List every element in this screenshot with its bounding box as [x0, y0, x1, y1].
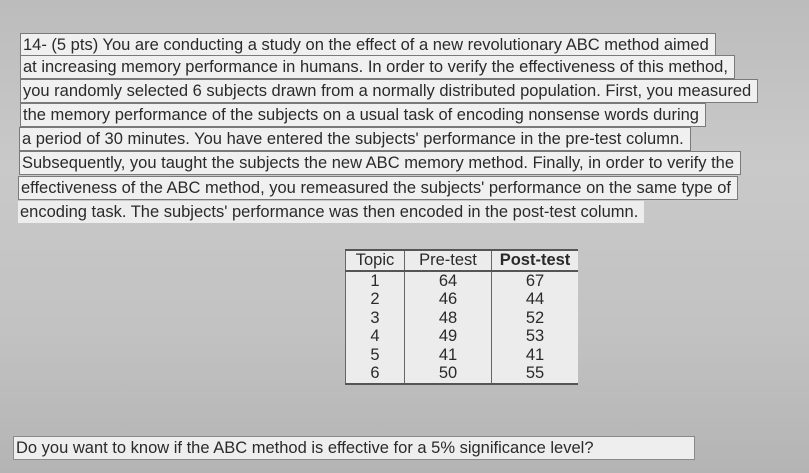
cell-pre-test: 50	[405, 364, 492, 384]
cell-post-test: 67	[525, 271, 545, 290]
question-text: Do you want to know if the ABC method is effective for a 5% significance level?	[13, 436, 695, 460]
problem-line-5: a period of 30 minutes. You have entered the subjects' performance in the pre-test column.	[19, 127, 691, 151]
header-pre-test: Pre-test	[405, 250, 492, 271]
table-header-row	[346, 250, 579, 271]
table-row	[346, 346, 579, 365]
problem-line-8: encoding task. The subjects' performance was then encoded in the post-test column.	[18, 201, 644, 223]
cell-post-test: 44	[525, 290, 545, 308]
cell-topic: 1	[346, 271, 405, 291]
table-row	[346, 364, 579, 384]
cell-topic: 2	[346, 290, 405, 309]
table-row	[346, 327, 579, 346]
problem-line-7: effectiveness of the ABC method, you remeasured the subjects' performance on the same type of	[18, 176, 738, 200]
cell-post-test: 53	[525, 327, 545, 345]
cell-post-test: 52	[525, 308, 545, 327]
cell-pre-test: 46	[405, 290, 492, 309]
cell-pre-test: 49	[405, 327, 492, 346]
table-row	[346, 290, 579, 309]
data-table	[345, 249, 578, 385]
problem-line-6: Subsequently, you taught the subjects the new ABC memory method. Finally, in order to verify the	[19, 151, 741, 175]
cell-topic: 6	[346, 364, 405, 384]
cell-topic: 3	[346, 309, 405, 328]
header-post-test: Post-test	[492, 250, 579, 271]
cell-pre-test: 41	[405, 346, 492, 365]
problem-line-1: 14- (5 pts) You are conducting a study on the effect of a new revolutionary ABC method aimed	[20, 33, 716, 57]
cell-post-test: 41	[525, 345, 545, 364]
cell-post-test: 55	[492, 364, 579, 384]
table-row	[346, 271, 579, 291]
table-row	[346, 309, 579, 328]
problem-line-4: the memory performance of the subjects on a usual task of encoding nonsense words during	[20, 103, 706, 127]
cell-topic: 5	[346, 346, 405, 365]
problem-line-2: at increasing memory performance in humans. In order to verify the effectiveness of this method,	[20, 55, 735, 79]
problem-line-3: you randomly selected 6 subjects drawn from a normally distributed population. First, you measured	[20, 79, 758, 103]
cell-topic: 4	[346, 327, 405, 346]
cell-pre-test: 48	[405, 309, 492, 328]
cell-pre-test: 64	[405, 271, 492, 291]
header-topic: Topic	[346, 250, 405, 271]
